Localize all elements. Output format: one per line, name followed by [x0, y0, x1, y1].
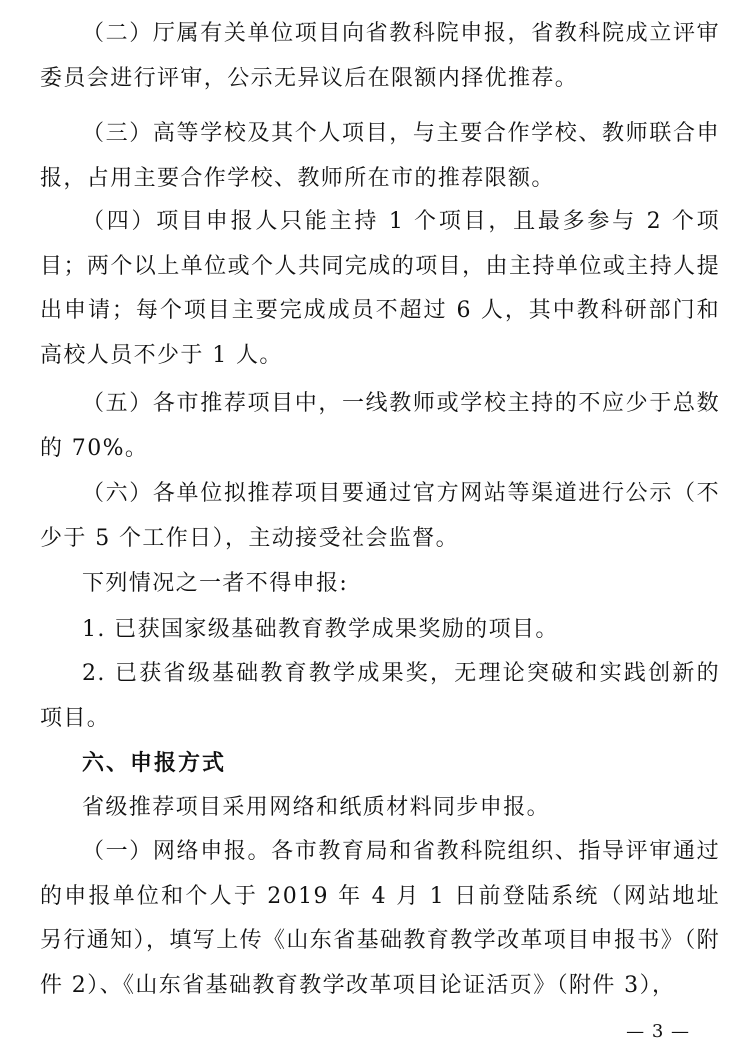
restriction-item-2: 2. 已获省级基础教育教学成果奖，无理论突破和实践创新的项目。	[40, 661, 720, 731]
restriction-item-1: 1. 已获国家级基础教育教学成果奖励的项目。	[82, 617, 559, 642]
page-number: — 3 —	[626, 1021, 690, 1042]
paragraph-item-3: （三）高等学校及其个人项目，与主要合作学校、教师联合申报，占用主要合作学校、教师所在市的推荐限额。	[40, 121, 720, 191]
online-application-paragraph: （一）网络申报。各市教育局和省教科院组织、指导评审通过的申报单位和个人于 2019 年 4 月 1 日前登陆系统（网站地址另行通知），填写上传《山东省基础教育教学改革项目申报书》（附件 2）、《山东省基础教育教学改革项目论证活页》（附件 3），	[40, 839, 721, 998]
paragraph-item-4: （四）项目申报人只能主持 1 个项目，且最多参与 2 个项目；两个以上单位或个人共同完成的项目，由主持单位或主持人提出申请；每个项目主要完成成员不超过 6 人，其中教科研部门和高校人员不少于 1 人。	[40, 209, 720, 368]
paragraph-item-6: （六）各单位拟推荐项目要通过官方网站等渠道进行公示（不少于 5 个工作日），主动接受社会监督。	[40, 481, 720, 551]
section-heading: 六、申报方式	[82, 751, 227, 776]
restriction-intro: 下列情况之一者不得申报:	[82, 571, 349, 596]
paragraph-item-5: （五）各市推荐项目中，一线教师或学校主持的不应少于总数的 70%。	[40, 391, 720, 461]
section-intro: 省级推荐项目采用网络和纸质材料同步申报。	[82, 795, 551, 820]
paragraph-item-2: （二）厅属有关单位项目向省教科院申报，省教科院成立评审委员会进行评审，公示无异议后在限额内择优推荐。	[40, 21, 720, 91]
